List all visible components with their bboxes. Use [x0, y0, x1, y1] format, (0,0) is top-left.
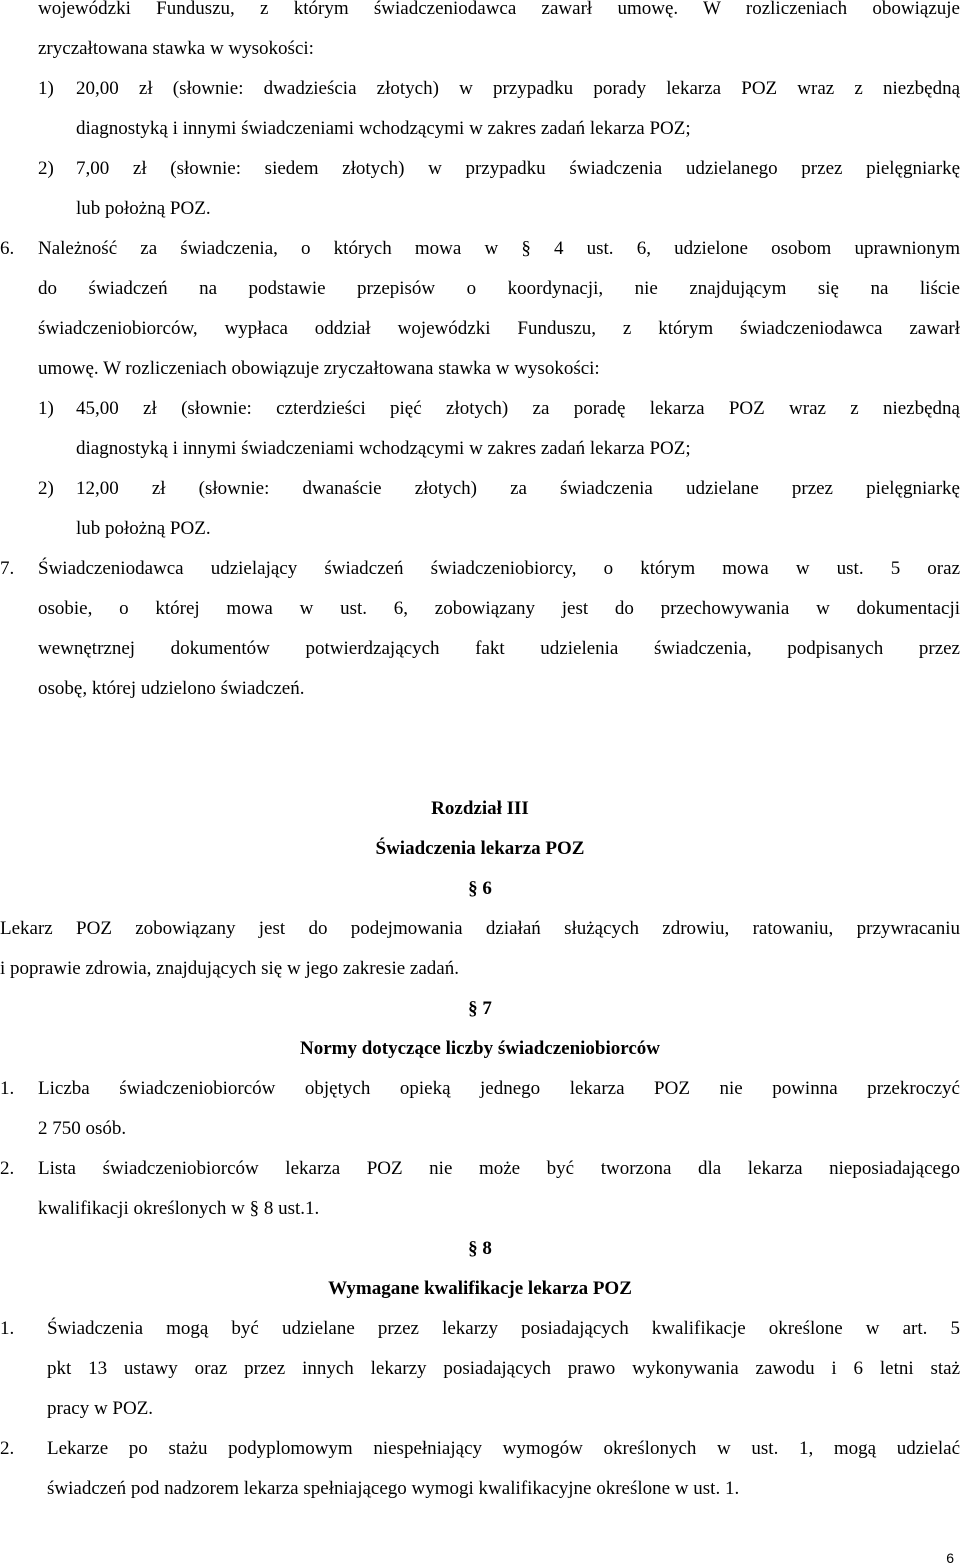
list-number: 2): [38, 158, 54, 179]
list-item: [0, 389, 960, 429]
list-number: 1.: [0, 1318, 15, 1339]
list-number: 1): [38, 78, 54, 99]
paragraph-7: [0, 549, 960, 589]
text-line: świadczeń pod nadzorem lekarza spełniającego wymogi kwalifikacyjne określone w ust. 1.: [47, 1478, 740, 1499]
list-item: [0, 469, 960, 509]
text-line: zryczałtowana stawka w wysokości:: [38, 38, 314, 59]
text-line: kwalifikacji określonych w § 8 ust.1.: [38, 1198, 320, 1219]
list-item: [0, 149, 960, 189]
paragraph-6: [0, 229, 960, 269]
text-line: 12,00 zł (słownie: dwanaście złotych) za świadczenia udzielane przez pielęgniarkę: [76, 478, 960, 499]
text-line: osobie, o której mowa w ust. 6, zobowiązany jest do przechowywania w dokumentacji: [38, 598, 960, 619]
section-heading: § 7: [468, 998, 492, 1019]
text-line: Lista świadczeniobiorców lekarza POZ nie może być tworzona dla lekarza nieposiadającego: [38, 1158, 960, 1179]
text-line: pracy w POZ.: [47, 1398, 154, 1419]
text-line: pkt 13 ustawy oraz przez innych lekarzy posiadających prawo wykonywania zawodu i 6 letni staż: [47, 1358, 960, 1379]
list-number: 2.: [0, 1158, 15, 1179]
section-title: Normy dotyczące liczby świadczeniobiorców: [299, 1038, 661, 1059]
list-number: 1.: [0, 1078, 15, 1099]
text-line: 45,00 zł (słownie: czterdzieści pięć złotych) za poradę lekarza POZ wraz z niezbędną: [76, 398, 960, 419]
list-number: 2.: [0, 1438, 15, 1459]
text-line: świadczeniobiorców, wypłaca oddział wojewódzki Funduszu, z którym świadczeniodawca zawarł: [38, 318, 960, 339]
list-number: 1): [38, 398, 54, 419]
text-line: do świadczeń na podstawie przepisów o koordynacji, nie znajdującym się na liście: [38, 278, 960, 299]
text-line: Świadczenia mogą być udzielane przez lekarzy posiadających kwalifikacje określone w art. 5: [47, 1318, 960, 1339]
list-number: 2): [38, 478, 54, 499]
text-line: Należność za świadczenia, o których mowa w § 4 ust. 6, udzielone osobom uprawnionym: [38, 238, 960, 259]
chapter-number: Rozdział III: [431, 798, 529, 819]
text-line: 2 750 osób.: [38, 1118, 127, 1139]
text-line: umowę. W rozliczeniach obowiązuje zryczałtowana stawka w wysokości:: [38, 358, 600, 379]
section-heading: § 6: [468, 878, 492, 899]
text-line: Liczba świadczeniobiorców objętych opieką jednego lekarza POZ nie powinna przekroczyć: [38, 1078, 960, 1099]
list-item: [0, 1429, 960, 1469]
text-line: Lekarze po stażu podyplomowym niespełniający wymogów określonych w ust. 1, mogą udzielać: [47, 1438, 960, 1459]
text-line: lub położną POZ.: [76, 198, 211, 219]
text-line: diagnostyką i innymi świadczeniami wchodzącymi w zakres zadań lekarza POZ;: [76, 438, 691, 459]
list-item: [0, 1069, 960, 1109]
text-line: lub położną POZ.: [76, 518, 211, 539]
text-line: Świadczeniodawca udzielający świadczeń świadczeniobiorcy, o którym mowa w ust. 5 oraz: [38, 558, 960, 579]
text-line: wewnętrznej dokumentów potwierdzających fakt udzielenia świadczenia, podpisanych przez: [38, 638, 960, 659]
text-line: 7,00 zł (słownie: siedem złotych) w przypadku świadczenia udzielanego przez pielęgniarkę: [76, 158, 960, 179]
section-heading: § 8: [468, 1238, 492, 1259]
text-line: 20,00 zł (słownie: dwadzieścia złotych) w przypadku porady lekarza POZ wraz z niezbędną: [76, 78, 960, 99]
list-item: [0, 1309, 960, 1349]
paragraph-number: 7.: [0, 558, 15, 579]
text-line: wojewódzki Funduszu, z którym świadczeniodawca zawarł umowę. W rozliczeniach obowiązuje: [38, 0, 960, 19]
list-item: [0, 69, 960, 109]
chapter-title: Świadczenia lekarza POZ: [375, 838, 585, 859]
text-line: Lekarz POZ zobowiązany jest do podejmowania działań służących zdrowiu, ratowaniu, przywracaniu: [0, 918, 960, 939]
list-item: [0, 1149, 960, 1189]
text-line: osobę, której udzielono świadczeń.: [38, 678, 305, 699]
paragraph-number: 6.: [0, 238, 15, 259]
page-number: 6: [946, 1550, 954, 1566]
section-title: Wymagane kwalifikacje lekarza POZ: [328, 1278, 632, 1299]
text-line: i poprawie zdrowia, znajdujących się w jego zakresie zadań.: [0, 958, 459, 979]
text-line: diagnostyką i innymi świadczeniami wchodzącymi w zakres zadań lekarza POZ;: [76, 118, 691, 139]
